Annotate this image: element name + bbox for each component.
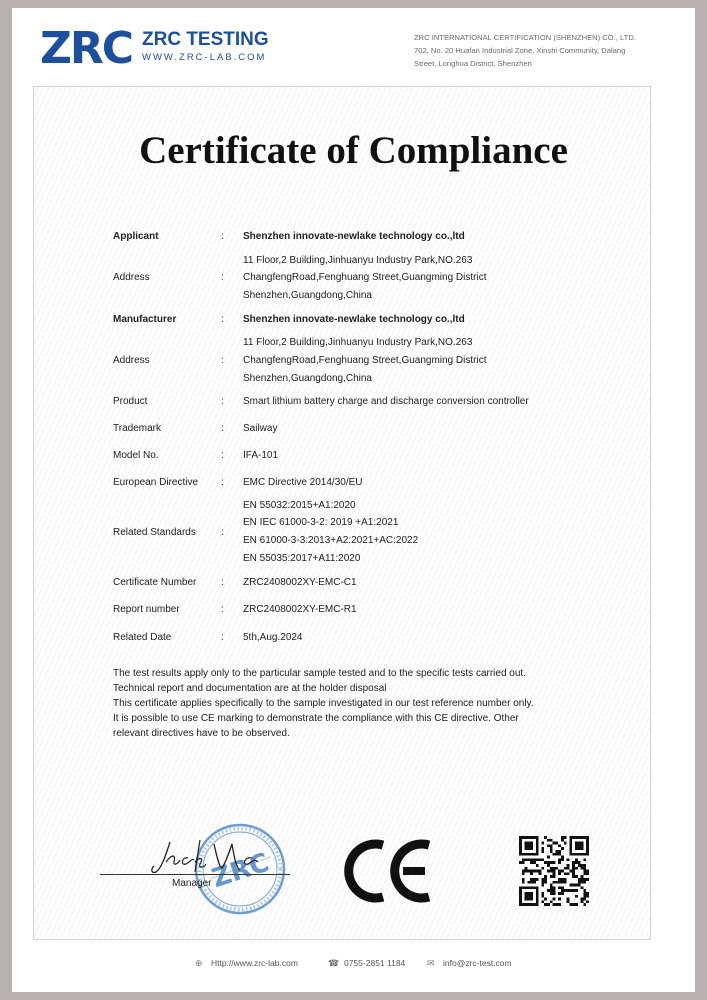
colon: : [221,604,224,615]
applicant-label: Applicant [113,231,159,242]
qr-code [519,836,589,906]
phone-icon: ☎ [328,958,340,968]
applicant-address-line: ChangfengRoad,Fenghuang Street,Guangming District [243,272,487,283]
manufacturer-address-label: Address [113,355,150,366]
company-address [414,31,664,70]
ce-mark [343,838,437,904]
colon: : [221,450,224,461]
applicant-address-line: 11 Floor,2 Building,Jinhuanyu Industry Park,NO.263 [243,255,473,266]
product-label: Product [113,396,148,407]
footer-phone: ☎ 0755-2851 1184 [328,958,406,968]
zrc-logo [40,22,280,80]
directive-label: European Directive [113,477,199,488]
colon: : [221,527,224,538]
certificate-title: Certificate of Compliance [139,129,568,172]
stamp-text: ZRC [208,847,273,895]
applicant-value: Shenzhen innovate-newlake technology co.,ltd [243,231,465,242]
note-line: This certificate applies specifically to the sample investigated in our test reference number only. [113,698,534,709]
logo-mark: ZRC [40,23,133,74]
qr-modules [519,836,589,906]
standards-label: Related Standards [113,527,196,538]
globe-icon: ⊕ [195,958,203,968]
certificate-number-label: Certificate Number [113,577,197,588]
manufacturer-address-line: ChangfengRoad,Fenghuang Street,Guangming District [243,355,487,366]
directive-value: EMC Directive 2014/30/EU [243,477,363,488]
product-value: Smart lithium battery charge and discharge conversion controller [243,396,529,407]
manager-label: Manager [172,878,212,889]
manufacturer-address-line: Shenzhen,Guangdong,China [243,373,372,384]
standard-line: EN 55035:2017+A11:2020 [243,553,361,564]
colon: : [221,396,224,407]
note-line: It is possible to use CE marking to demonstrate the compliance with this CE directive. Other [113,713,519,724]
company-line: Street, Longhua District, Shenzhen [414,59,532,68]
standard-line: EN IEC 61000-3-2: 2019 +A1:2021 [243,517,399,528]
signature-line [100,874,290,875]
applicant-address-label: Address [113,272,150,283]
colon: : [221,477,224,488]
manufacturer-address-line: 11 Floor,2 Building,Jinhuanyu Industry Park,NO.263 [243,337,473,348]
footer-email: ✉ info@zrc-test.com [427,958,512,968]
report-number-value: ZRC2408002XY-EMC-R1 [243,604,357,615]
company-line: ZRC INTERNATIONAL CERTIFICATION (SHENZHEN) CO., LTD. [414,33,636,42]
footer-website: ⊕ Http://www.zrc-lab.com [195,958,298,968]
colon: : [221,632,224,643]
colon: : [221,231,224,242]
note-line: Technical report and documentation are at the holder disposal [113,683,387,694]
colon: : [221,355,224,366]
standard-line: EN 55032:2015+A1:2020 [243,500,356,511]
applicant-address-line: Shenzhen,Guangdong,China [243,290,372,301]
mail-icon: ✉ [427,958,435,968]
colon: : [221,423,224,434]
standard-line: EN 61000-3-3:2013+A2:2021+AC:2022 [243,535,419,546]
colon: : [221,272,224,283]
compliance-notes [113,666,583,741]
logo-url: WWW.ZRC-LAB.COM [142,52,267,63]
logo-name: ZRC TESTING [142,29,269,50]
trademark-value: Sailway [243,423,278,434]
company-line: 702, No. 20 Huafan Industrial Zone, Xinshi Community, Dalang [414,46,626,55]
certificate-number-value: ZRC2408002XY-EMC-C1 [243,577,357,588]
colon: : [221,314,224,325]
note-line: relevant directives have to be observed. [113,728,290,739]
certificate-frame [33,86,651,940]
trademark-label: Trademark [113,423,161,434]
colon: : [221,577,224,588]
note-line: The test results apply only to the particular sample tested and to the specific tests carried out. [113,668,526,679]
related-date-label: Related Date [113,632,172,643]
model-label: Model No. [113,450,159,461]
related-date-value: 5th,Aug.2024 [243,632,303,643]
manufacturer-label: Manufacturer [113,314,177,325]
manufacturer-value: Shenzhen innovate-newlake technology co.,ltd [243,314,465,325]
model-value: IFA-101 [243,450,279,461]
report-number-label: Report number [113,604,180,615]
